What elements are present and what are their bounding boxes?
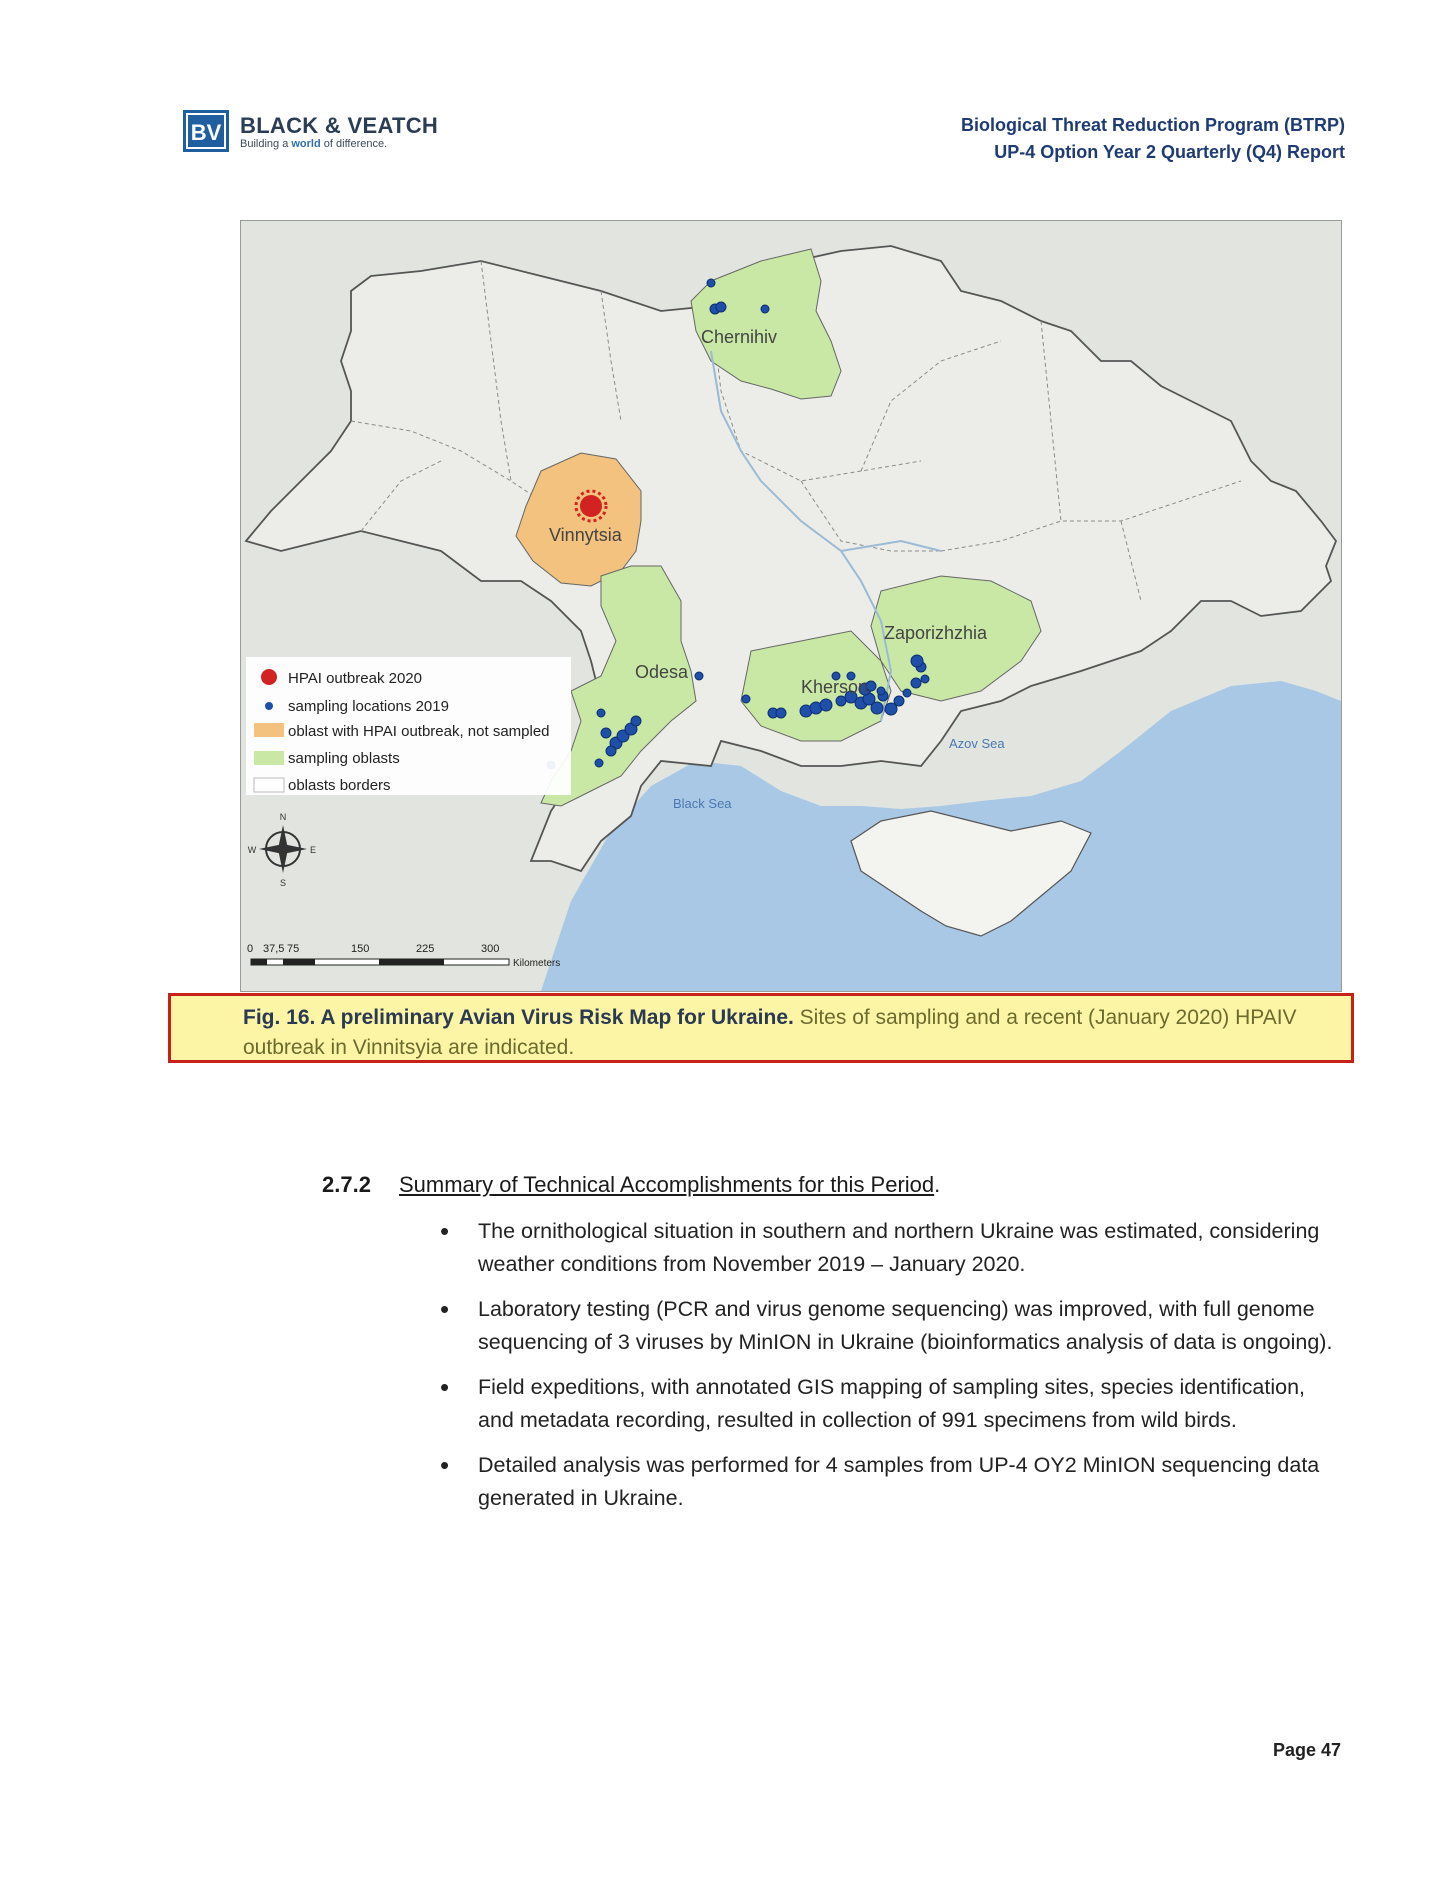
label-black-sea: Black Sea	[673, 796, 732, 811]
label-odesa: Odesa	[635, 662, 689, 682]
page-number: Page 47	[1272, 1740, 1341, 1760]
scale-tick-1: 37,5	[263, 943, 285, 955]
tagline-prefix: Building a	[240, 138, 292, 150]
map-canvas	[241, 221, 1341, 991]
label-chernihiv: Chernihiv	[701, 327, 778, 347]
legend-points-label: sampling locations 2019	[288, 698, 449, 715]
bv-logo-icon	[183, 110, 229, 152]
legend-sampling-oblasts-label: sampling oblasts	[288, 750, 400, 767]
list-item: • Laboratory testing (PCR and virus genome sequencing) was improved, with full genome sequencing of 3 viruses by MinION in Ukraine (bioinformatics analysis of data is ongoing).	[440, 1293, 1340, 1359]
list-item: • Field expeditions, with annotated GIS mapping of sampling sites, species identification, and metadata recording, resulted in collection of 991 specimens from wild birds.	[440, 1371, 1340, 1437]
section-number: 2.7.2	[322, 1172, 371, 1197]
compass-w: W	[247, 845, 257, 855]
scale-unit: Kilometers	[513, 958, 561, 969]
list-item: • Detailed analysis was performed for 4 samples from UP-4 OY2 MinION sequencing data generated in Ukraine.	[440, 1449, 1340, 1515]
figure-caption	[168, 993, 1354, 1063]
scale-tick-5: 300	[481, 943, 500, 955]
accomplishments-list	[440, 1215, 1340, 1527]
legend-outbreak-oblast-label: oblast with HPAI outbreak, not sampled	[288, 723, 550, 740]
legend-point-icon	[265, 702, 273, 710]
scale-tick-4: 225	[416, 943, 435, 955]
logo-letters: BV	[190, 120, 222, 145]
report-program-title: Biological Threat Reduction Program (BTRP)	[960, 115, 1345, 135]
legend-outbreak-icon	[261, 669, 277, 685]
scale-tick-0: 0	[247, 943, 254, 955]
list-item: • The ornithological situation in southern and northern Ukraine was estimated, considering weather conditions from November 2019 – January 2020.	[440, 1215, 1340, 1281]
compass-e: E	[309, 845, 317, 855]
ukraine-risk-map	[240, 220, 1342, 992]
company-logo	[183, 110, 473, 154]
legend-outbreak-oblast-swatch	[254, 723, 284, 737]
caption-title: Fig. 16. A preliminary Avian Virus Risk Map for Ukraine.	[243, 1006, 794, 1029]
label-azov-sea: Azov Sea	[949, 736, 1005, 751]
scale-tick-3: 150	[351, 943, 370, 955]
legend-border-swatch	[254, 778, 284, 792]
report-header	[961, 112, 1345, 166]
section-title-end: .	[934, 1172, 941, 1197]
legend-outbreak-label: HPAI outbreak 2020	[288, 670, 422, 687]
tagline-word: world	[291, 138, 321, 150]
map-legend	[246, 657, 571, 795]
scale-tick-2: 75	[287, 943, 300, 955]
section-title: Summary of Technical Accomplishments for this Period	[399, 1172, 935, 1197]
legend-borders-label: oblasts borders	[288, 777, 391, 794]
company-name: BLACK & VEATCH	[240, 113, 439, 138]
legend-sampling-oblast-swatch	[254, 751, 284, 765]
label-kherson: Kherson	[801, 677, 869, 697]
section-heading	[322, 1172, 940, 1198]
compass-n: N	[279, 812, 287, 822]
label-vinnytsia: Vinnytsia	[549, 525, 622, 545]
tagline-suffix: of difference.	[320, 138, 388, 150]
compass-s: S	[279, 878, 287, 888]
report-subtitle: UP-4 Option Year 2 Quarterly (Q4) Report	[994, 142, 1345, 162]
caption-text: Sites of sampling and a recent (January 2020) HPAIV outbreak in Vinnitsyia are indicated.	[243, 1006, 1297, 1059]
label-zaporizhzhia: Zaporizhzhia	[884, 623, 988, 643]
company-tagline	[240, 138, 387, 150]
